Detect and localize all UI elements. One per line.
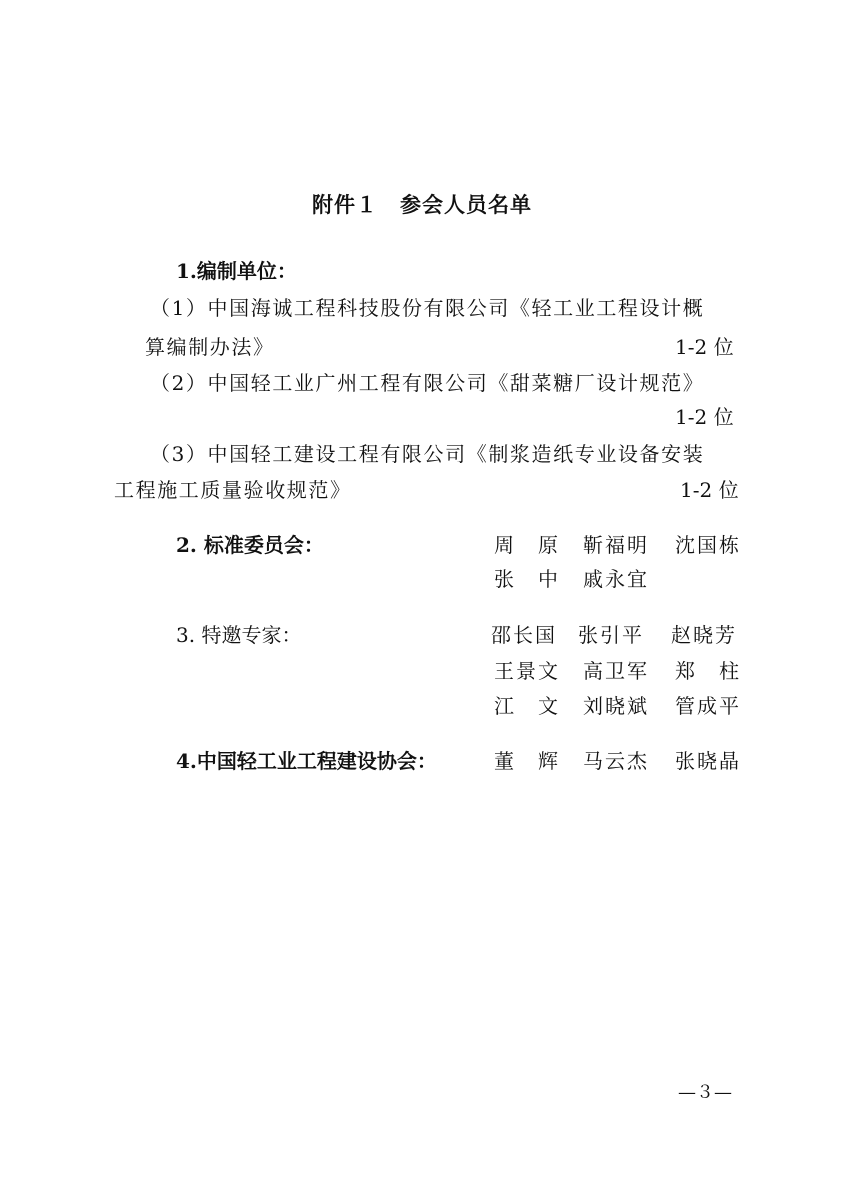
unit-3-count: 1-2 位	[680, 478, 739, 502]
name: 靳福明	[583, 533, 649, 557]
name: 张 中	[494, 567, 560, 591]
name: 董 辉	[494, 749, 560, 773]
name: 郑 柱	[675, 659, 741, 683]
unit-1-line1: （1）中国海诚工程科技股份有限公司《轻工业工程设计概	[150, 296, 705, 320]
name: 刘晓斌	[583, 694, 649, 718]
section-1-heading: 1.编制单位：	[176, 259, 297, 283]
name: 王景文	[494, 659, 560, 683]
unit-3-line1: （3）中国轻工建设工程有限公司《制浆造纸专业设备安装	[150, 442, 705, 466]
section-2-heading: 2. 标准委员会：	[176, 533, 324, 557]
unit-2-count: 1-2 位	[675, 405, 734, 429]
section-3-heading: 3. 特邀专家：	[176, 623, 302, 647]
name: 周 原	[494, 533, 560, 557]
name: 张晓晶	[675, 749, 741, 773]
unit-2-line1: （2）中国轻工业广州工程有限公司《甜菜糖厂设计规范》	[150, 371, 705, 395]
name: 张引平	[578, 623, 644, 647]
unit-3-line2: 工程施工质量验收规范》	[114, 478, 352, 502]
name: 赵晓芳	[671, 623, 737, 647]
name: 江 文	[494, 694, 560, 718]
name: 戚永宜	[583, 567, 649, 591]
page-number: —３—	[678, 1082, 732, 1103]
unit-1-count: 1-2 位	[675, 335, 734, 359]
name: 管成平	[675, 694, 741, 718]
unit-1-line2: 算编制办法》	[145, 335, 275, 359]
name: 马云杰	[583, 749, 649, 773]
section-4-heading: 4.中国轻工业工程建设协会：	[176, 749, 437, 773]
name: 高卫军	[583, 659, 649, 683]
name: 沈国栋	[675, 533, 741, 557]
page-title: 附件１ 参会人员名单	[312, 192, 532, 217]
name: 邵长国	[491, 623, 557, 647]
